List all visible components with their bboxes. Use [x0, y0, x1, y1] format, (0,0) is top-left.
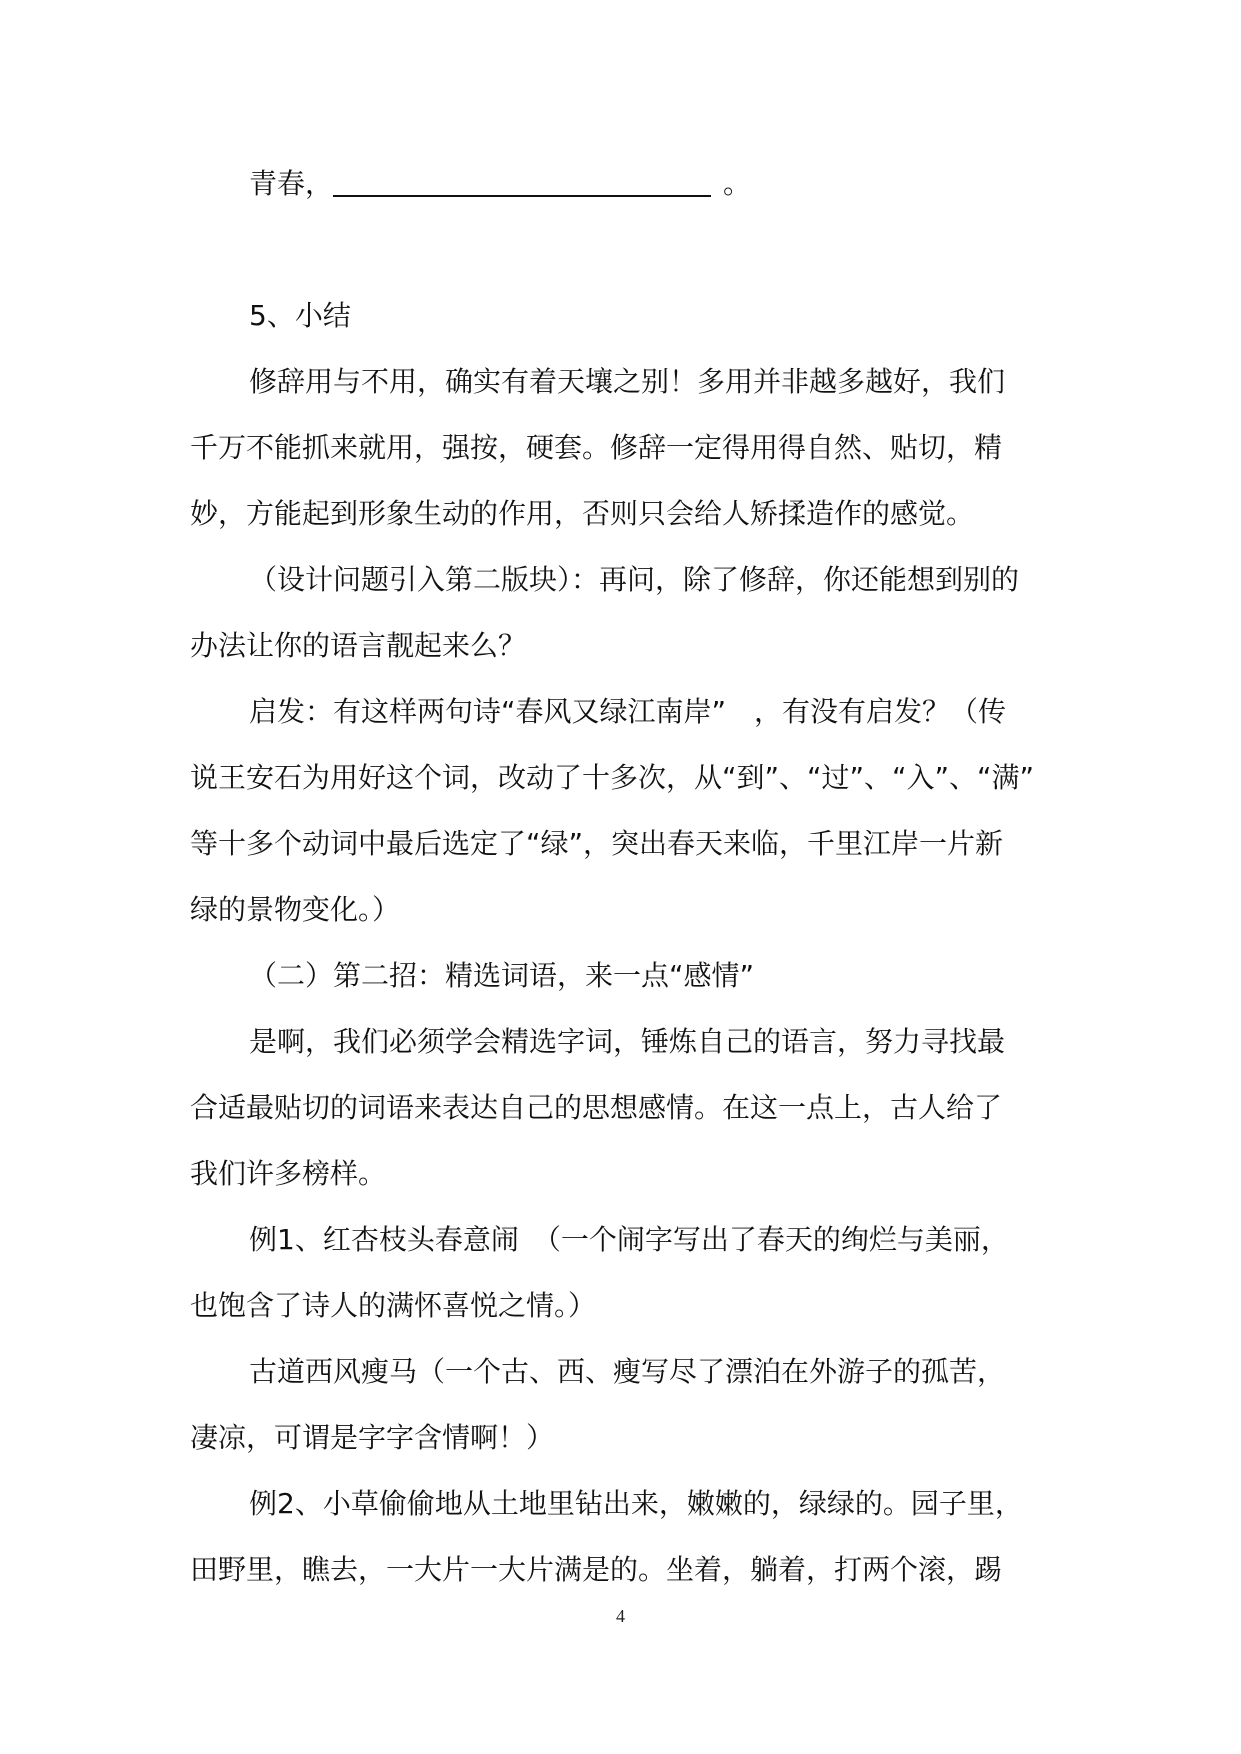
- example-line: 田野里，瞧去，一大片一大片满是的。坐着，躺着，打两个滚，踢: [190, 1553, 1003, 1586]
- paragraph-line: 等十多个动词中最后选定了“绿”，突出春天来临，千里江岸一片新: [190, 827, 1004, 860]
- summary-heading: 5、小结: [249, 299, 351, 332]
- answer-blank[interactable]: [333, 165, 711, 197]
- paragraph-line: 修辞用与不用，确实有着天壤之别！多用并非越多越好，我们: [249, 365, 1006, 398]
- paragraph-line: 合适最贴切的词语来表达自己的思想感情。在这一点上，古人给了: [190, 1091, 1003, 1124]
- paragraph-line: 是啊，我们必须学会精选字词，锤炼自己的语言，努力寻找最: [249, 1025, 1006, 1058]
- paragraph-line: 说王安石为用好这个词，改动了十多次，从“到”、“过”、“入”、“满”: [190, 761, 1035, 794]
- fill-in-line: [249, 164, 751, 204]
- paragraph-line: 我们许多榜样。: [190, 1157, 387, 1190]
- example-line: 也饱含了诗人的满怀喜悦之情。）: [190, 1289, 597, 1322]
- paragraph-line: 千万不能抓来就用，强按，硬套。修辞一定得用得自然、贴切，精: [190, 431, 1003, 464]
- paragraph-line: 启发：有这样两句诗“春风又绿江南岸” ，有没有启发？（传: [249, 695, 1007, 728]
- page-number: 4: [616, 1606, 625, 1626]
- paragraph-line: 绿的景物变化。）: [190, 893, 401, 926]
- example-line: 例2、小草偷偷地从土地里钻出来，嫩嫩的，绿绿的。园子里，: [249, 1487, 1023, 1520]
- fill-prefix: 青春，: [249, 167, 334, 200]
- example-line: 古道西风瘦马（一个古、西、瘦写尽了漂泊在外游子的孤苦，: [249, 1355, 1006, 1388]
- paragraph-line: 妙，方能起到形象生动的作用，否则只会给人矫揉造作的感觉。: [190, 497, 975, 530]
- example-line: 例1、红杏枝头春意闹 （一个闹字写出了春天的绚烂与美丽，: [249, 1223, 1009, 1256]
- paragraph-line: 办法让你的语言靓起来么？: [190, 629, 527, 662]
- section-two-heading: （二）第二招：精选词语，来一点“感情”: [249, 959, 755, 992]
- example-line: 凄凉，可谓是字字含情啊！）: [190, 1421, 555, 1454]
- paragraph-line: （设计问题引入第二版块）：再问，除了修辞，你还能想到别的: [249, 563, 1020, 596]
- fill-suffix: 。: [723, 167, 752, 200]
